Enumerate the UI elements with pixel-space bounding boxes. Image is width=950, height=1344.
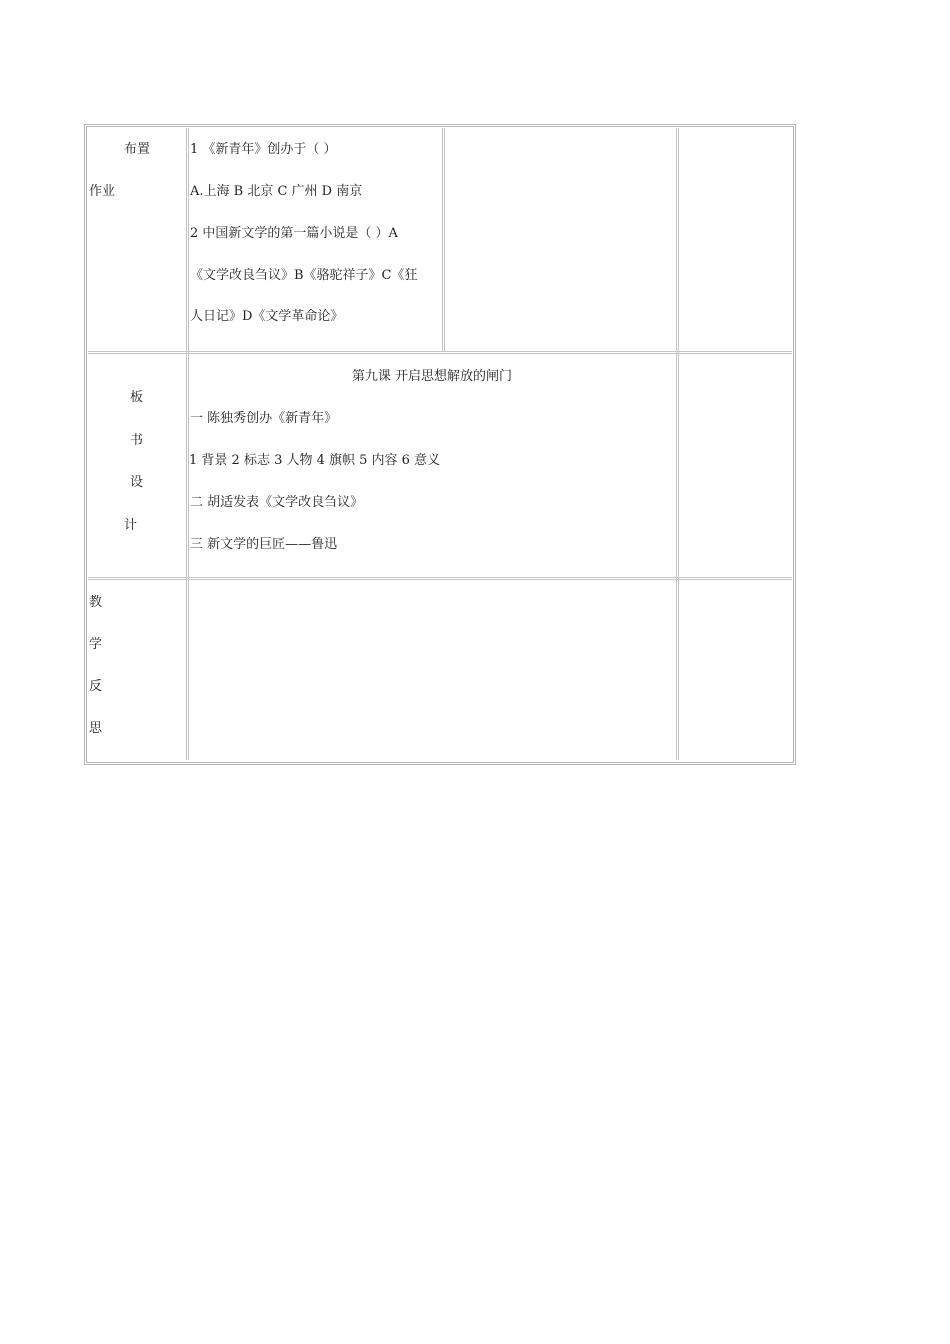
reflection-label-char: 思 [89,721,103,736]
homework-question-line: 2 中国新文学的第一篇小说是（ ）A [190,226,398,241]
board-design-line: 二 胡适发表《文学改良刍议》 [190,495,364,510]
row-divider-1 [88,351,792,354]
homework-question-line: A.上海 B 北京 C 广州 D 南京 [190,184,363,199]
board-design-label-char: 板 [130,390,144,405]
reflection-label-char: 教 [89,595,103,610]
reflection-label-char: 学 [89,637,103,652]
board-design-label-char: 设 [130,475,144,490]
homework-label-line2: 作业 [89,184,116,199]
board-design-line: 1 背景 2 标志 3 人物 4 旗帜 5 内容 6 意义 [189,453,441,468]
board-design-line: 三 新文学的巨匠——鲁迅 [190,537,338,552]
homework-question-line: 1 《新青年》创办于（ ） [190,142,337,157]
board-design-label-char: 书 [130,433,144,448]
board-design-title: 第九课 开启思想解放的闸门 [351,369,513,384]
column-divider-label [186,128,189,760]
homework-question-line: 《文学改良刍议》B《骆驼祥子》C《狂 [190,268,418,283]
board-design-line: 一 陈独秀创办《新青年》 [190,411,338,426]
board-design-label-char: 计 [124,518,138,533]
reflection-label-char: 反 [89,679,103,694]
column-divider-middle [442,128,445,352]
lesson-plan-table [84,124,796,765]
row-divider-2 [88,577,792,580]
column-divider-right [676,128,679,760]
homework-question-line: 人日记》D《文学革命论》 [190,309,344,324]
homework-label-line1: 布置 [124,142,151,157]
